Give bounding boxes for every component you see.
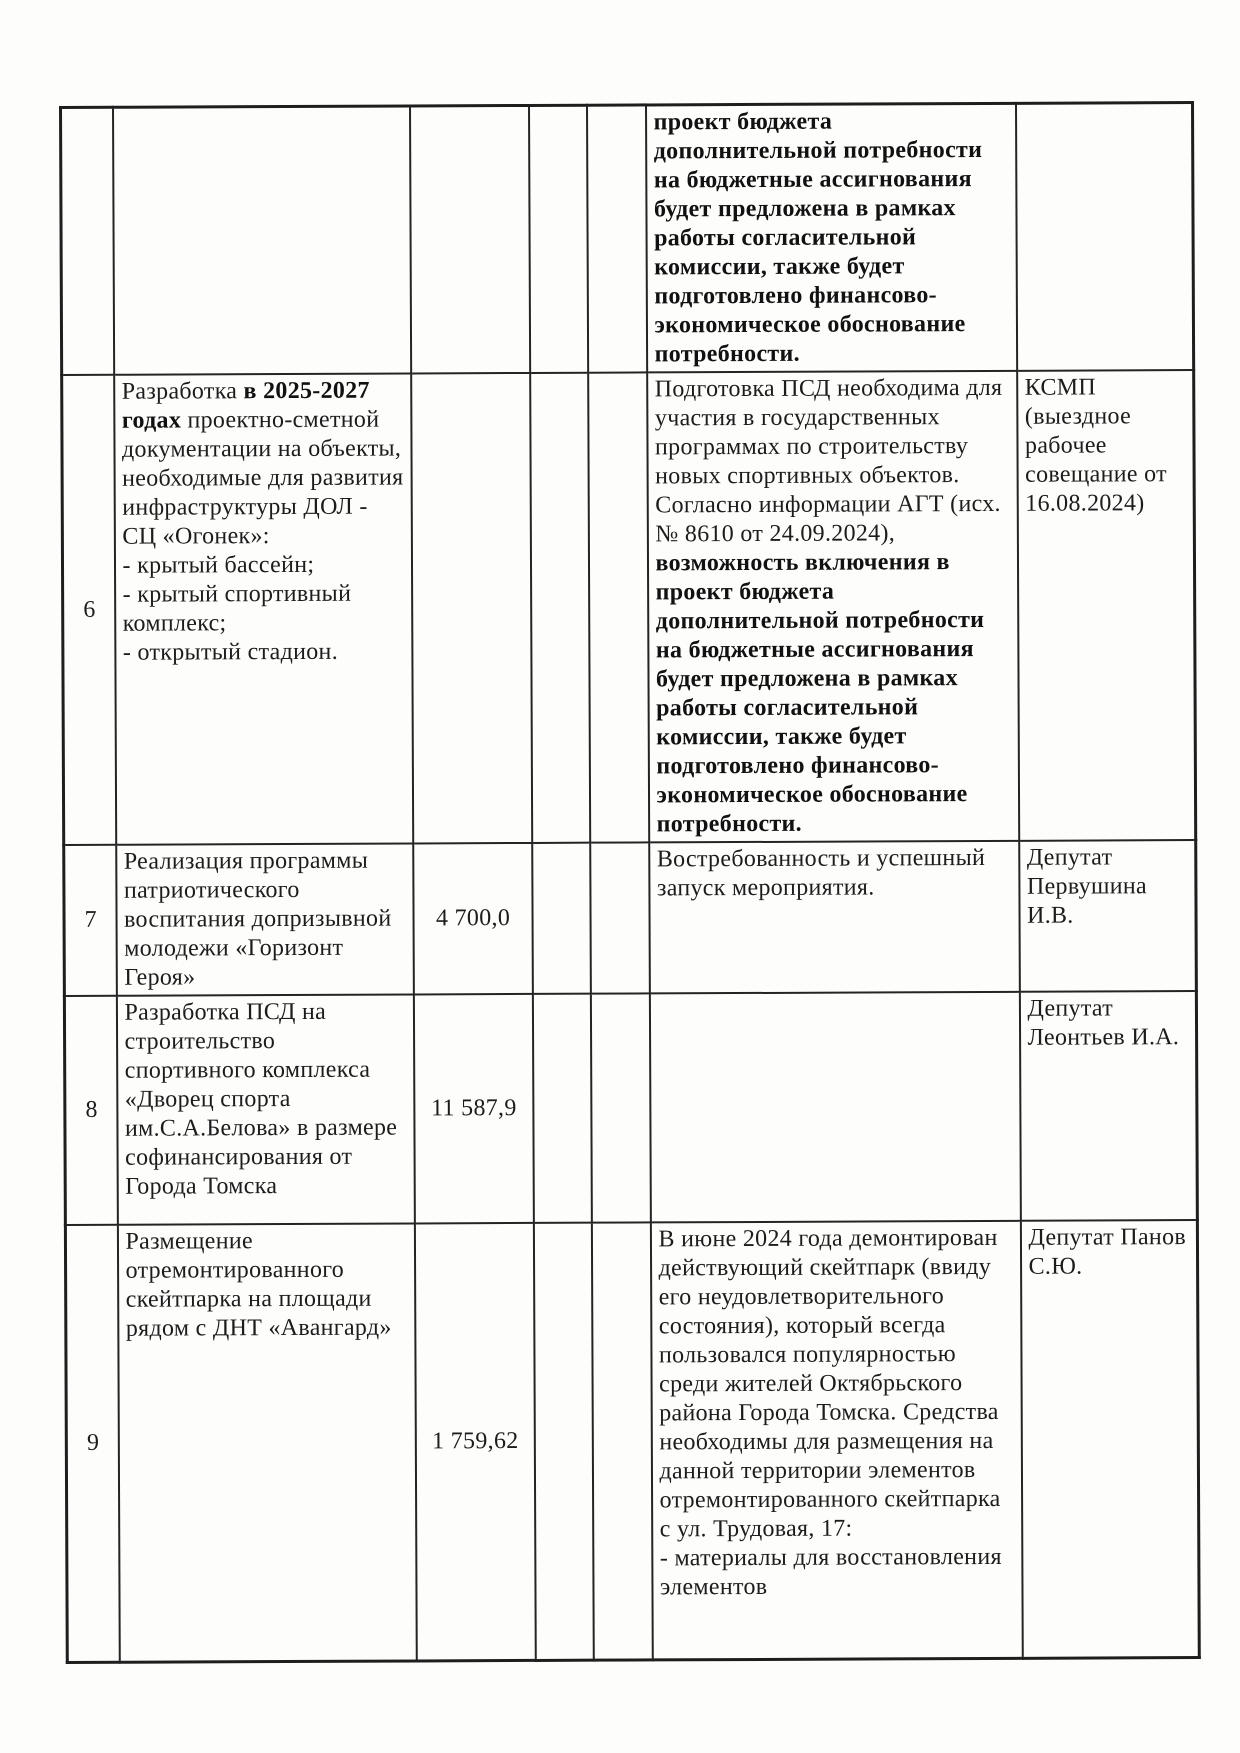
- table-row: [64, 991, 1197, 1225]
- amount-value: 11 587,9: [431, 1095, 517, 1122]
- empty-cell: [590, 993, 650, 1222]
- table-row: [62, 370, 1196, 845]
- amount-cell: [413, 843, 533, 995]
- row-number-cell: [64, 996, 117, 1225]
- justification-bold-text: возможность включения в проект бюджета дополнительной потребности на бюджетные ассигнования будет предложена в рамках работы согласительной комиссии, также будет подготовлено финансово-экономическое обоснование потребности.: [655, 549, 985, 838]
- description-bold-text: в 2025-2027 годах: [121, 377, 370, 434]
- source-cell: [1020, 1220, 1199, 1658]
- justification-text: Востребованность и успешный запуск мероприятия.: [656, 844, 986, 902]
- justification-cell: [646, 103, 1017, 372]
- description-text: Разработка ПСД на строительство спортивного комплекса «Дворец спорта им.С.А.Белова» в размере софинансирования от Города Томска: [124, 998, 398, 1200]
- table-row: [64, 840, 1197, 996]
- amount-cell: [414, 1223, 535, 1661]
- source-cell: [1019, 991, 1197, 1221]
- empty-cell: [591, 1222, 652, 1659]
- justification-cell: [649, 992, 1020, 1223]
- description-text: Реализация программы патриотического воспитания допризывной молодежи «Горизонт Героя»: [123, 847, 392, 991]
- row-number-cell: [61, 107, 114, 375]
- source-text: Депутат Панов С.Ю.: [1028, 1224, 1187, 1280]
- description-cell: [117, 1223, 416, 1661]
- empty-cell: [588, 372, 649, 842]
- justification-bold-text: проект бюджета дополнительной потребности на бюджетные ассигнования будет предложена в рамках работы согласительной комиссии, также будет подготовлено финансово-экономическое обоснование потребности.: [653, 108, 983, 368]
- description-cell: [114, 373, 413, 844]
- empty-cell: [532, 843, 591, 994]
- row-number: 9: [86, 1429, 100, 1456]
- amount-cell: [410, 105, 530, 373]
- amount-value: 1 759,62: [432, 1427, 519, 1455]
- row-number: 6: [83, 596, 96, 623]
- empty-cell: [533, 1223, 593, 1660]
- row-number: 7: [84, 906, 98, 933]
- amount-cell: [413, 994, 533, 1224]
- description-text-cont: проектно-сметной документации на объекты, необходимые для развития инфраструктуры ДОЛ - СЦ «Огонек»: - крытый бассейн; - крытый спортивный комплекс; - открытый стадион.: [121, 406, 404, 666]
- table-wrapper: [59, 101, 1198, 1663]
- justification-cell: [649, 841, 1020, 994]
- description-cell: [116, 843, 414, 995]
- justification-text: В июне 2024 года демонтирован действующий скейтпарк (ввиду его неудовлетворительного состояния), который всегда пользовался популярностью среди жителей Октябрьского района Города Томска. Средства необходимы для размещения на данной территории элементов отремонтированного скейтпарка с ул. Трудовая, 17: - материалы для восстановления элементов: [658, 1224, 1002, 1601]
- table-row-continued: [61, 103, 1194, 375]
- justification-cell: [647, 371, 1019, 843]
- source-text: Депутат Первушина И.В.: [1026, 844, 1148, 929]
- description-cell: [116, 994, 414, 1224]
- source-cell: [1015, 103, 1193, 371]
- row-number-cell: [64, 845, 117, 996]
- source-text: КСМП (выездное рабочее совещание от 16.08.2024): [1024, 374, 1167, 517]
- description-text: Размещение отремонтированного скейтпарка на площади рядом с ДНТ «Авангард»: [125, 1228, 392, 1342]
- amount-value: 4 700,0: [435, 905, 511, 932]
- justification-cell: [650, 1221, 1022, 1660]
- justification-text: Подготовка ПСД необходима для участия в государственных программах по строительству новых спортивных объектов. Согласно информации АГТ (исх. № 8610 от 24.09.2024),: [654, 374, 1003, 548]
- row-number: 8: [85, 1096, 98, 1123]
- description-text: Разработка: [121, 378, 244, 405]
- budget-proposals-table: [59, 101, 1201, 1663]
- row-number-cell: [62, 375, 116, 845]
- source-cell: [1019, 840, 1197, 992]
- empty-cell: [529, 105, 588, 373]
- empty-cell: [530, 373, 590, 843]
- empty-cell: [532, 994, 591, 1223]
- amount-cell: [411, 373, 532, 844]
- empty-cell: [590, 842, 650, 993]
- description-cell: [113, 106, 411, 375]
- source-cell: [1017, 370, 1196, 841]
- source-text: Депутат Леонтьев И.А.: [1027, 995, 1180, 1051]
- table-row: [65, 1220, 1199, 1662]
- empty-cell: [587, 105, 647, 373]
- row-number-cell: [65, 1225, 119, 1662]
